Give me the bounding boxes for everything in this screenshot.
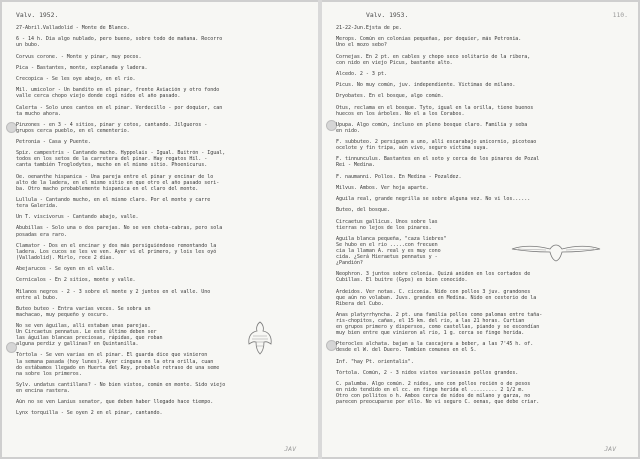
note-entry [336, 312, 630, 336]
note-line: Spiz. campestris - Cantando mucho. Hyppolais - Igual. Buitrón - Igual, [16, 150, 226, 157]
note-line: Buteo, del bosque. [336, 207, 390, 214]
note-entry [336, 341, 630, 353]
note-entry [16, 399, 310, 405]
note-line: ris-chopitos, cañas, el 15 km. del rio, a las 21 horas. Curtian [336, 317, 525, 324]
note-entry [336, 370, 630, 376]
note-entry [336, 105, 630, 117]
note-line: Alcedo. 2 - 3 pt. [336, 70, 387, 77]
note-line: Dryobates. En el bosque, algo común. [336, 93, 444, 100]
note-line: muy bien entre que vinieron al rio, 1 g. cerca se finge herida. [336, 330, 525, 337]
note-line: Uno el mozo sebo? [336, 42, 387, 49]
note-line: Aguila blanca pequeña, "caza liebres" [336, 235, 447, 242]
page-number: 110. [612, 11, 628, 19]
note-line: Cubillas. El buitre (Gyps) es bien conocido. [336, 277, 468, 284]
note-line: Clamator - Dos en el encinar y dos más persiguiéndose remontando la [16, 242, 217, 249]
note-entry [16, 243, 310, 261]
note-line: Abubillas - Solo una o dos parejas. No se ven chota-cabras, pero sola [16, 225, 223, 232]
signature: JAV [604, 445, 616, 453]
note-line: Lynx torquilla - Se oyen 2 en el pinar, cantando. [16, 410, 163, 417]
note-entry [16, 25, 310, 31]
note-entry [336, 93, 630, 99]
note-line: Calerta - Solo unos cantos en el pinar. Verdecillo - por doquier, can [16, 104, 223, 111]
note-line: Petronia - Casa y Puente. [16, 139, 91, 146]
note-line: Upupa. Algo común, incluso en pleno bosque claro. Familia y seba [336, 121, 528, 128]
note-line: en encina rastera. [16, 387, 70, 394]
note-line: entre al bubo. [16, 294, 58, 301]
note-line: machacao, muy pequeño y oscuro. [16, 311, 109, 318]
note-line: Pterocles alchata. bajan a la cascajera a beber, a las 7'45 h. of. [336, 341, 534, 348]
note-line: ocelote y fin tripa, aún vivo, seguro víctima suya. [336, 145, 489, 152]
note-line: 21-22-Jun.Ejsta de pe. [336, 25, 402, 31]
note-line: F. naumanni. Pollos. En Medina - Pozaldez. [336, 173, 462, 180]
note-entry [16, 76, 310, 82]
note-line: valle cerca chopo viejo donde cogí nidos el año pasado. [16, 93, 181, 100]
note-entry [16, 122, 310, 134]
note-line: 6 - 14 h. Dia algo nublado, pero bueno, sobre todo de mañana. Recorro [16, 36, 223, 43]
note-entry [16, 277, 310, 283]
note-line: Tórtola - Se ven varias en el pinar. El guarda dice que vinieron [16, 352, 208, 359]
note-line: ladera. Los cucos se les ve ven. Ayer vi el primero, y lois les oyó [16, 248, 217, 255]
note-line: Abejarucos - Se oyen en el valle. [16, 266, 115, 273]
note-line: Pica - Bastantes, monte, explanada y ladera. [16, 64, 148, 71]
note-entry [16, 174, 310, 192]
note-line: Otus, reclama en el bosque. Tyto, igual en la orilla, tiene buenos [336, 104, 534, 111]
note-entry [16, 352, 310, 376]
note-entry [16, 150, 310, 168]
note-line: Oe. oenanthe hispanica - Una pareja entre el pinar y encinar de lo [16, 173, 214, 180]
note-line: Neophron. 3 juntos sobre colonia. Quizá aniden en los cortados de [336, 271, 531, 278]
note-line: Otro con pollitos o h. Ambos cerca de nidos de milano y garza, no [336, 393, 531, 400]
note-line: parecen preocuparse por ello. No vi seguro C. oenas, que debe criar. [336, 399, 540, 406]
notes-body [336, 25, 630, 410]
note-entry [16, 87, 310, 99]
note-line: Un T. viscivorus - Cantando abajo, valle. [16, 214, 139, 221]
note-line: Cernícalos - En 2 sitios, monte y valle. [16, 277, 136, 284]
note-line: Aún no se ven Lanius senator, que deben haber llegado hace tiempo. [16, 399, 214, 406]
note-entry [16, 54, 310, 60]
note-entry [16, 306, 310, 318]
note-entry [16, 289, 310, 301]
note-entry [16, 36, 310, 48]
note-line: cia la llaman A. real y es muy cono [336, 247, 441, 254]
note-entry [336, 381, 630, 405]
note-entry [16, 225, 310, 237]
flying-raptor-sketch-icon [510, 240, 602, 262]
note-line: huecos en los árboles. No el a los Corabos. [336, 110, 465, 117]
note-entry [336, 122, 630, 134]
note-entry [336, 185, 630, 191]
note-line: grupos cerca pueblo, en el cementerio. [16, 127, 130, 134]
note-line: Milvus. Ambos. Ver hoja aparte. [336, 184, 429, 191]
note-line: Buteo buteo - Entra varias veces. Se sobra un [16, 305, 151, 312]
note-line: Lullula - Cantando mucho, en el mismo claro. Por el monte y carre [16, 196, 211, 203]
note-line: la semana pasada (hoy lunes). Ayer cinguna en la otra orilla, cuan [16, 358, 214, 365]
note-entry [16, 197, 310, 209]
note-entry [336, 156, 630, 168]
signature: JAV [284, 445, 296, 453]
note-line: Rei - Medina. [336, 162, 375, 169]
note-entry [16, 65, 310, 71]
note-line: Ribera del Cubo. [336, 300, 384, 307]
note-line: alto de la ladera, en el mismo sitio en que otro el año pasado seri- [16, 179, 220, 186]
note-line: na sobre los primeros. [16, 370, 82, 377]
note-line: Picus. No muy común, juv. independiente. Victimas de milano. [336, 82, 516, 89]
note-line: Circaetus gallicus. Unos sobre las [336, 218, 438, 225]
note-entry [16, 139, 310, 145]
note-entry [336, 36, 630, 48]
note-line: C. palumba. Algo común. 2 nidos, uno con pollos recién o de pesos [336, 381, 531, 387]
notes-body [16, 25, 310, 422]
note-line: cida. ¿Será Hieraetus pennatus y - [336, 253, 438, 260]
note-line: 27-Abril.Valladolid - Monte de Blanco. [16, 25, 130, 31]
note-line: en nido. [336, 127, 360, 134]
note-line: Corvus corone. - Monte y pinar, muy pocos. [16, 53, 142, 60]
note-line: con nido en viejo Picus, bastante alto. [336, 59, 453, 66]
note-line: desde el W. del Duero. Tambien comunes en el S. [336, 347, 477, 354]
note-entry [336, 271, 630, 283]
left-notebook-page [2, 2, 318, 457]
page-header: Valv. 1953. [366, 11, 409, 19]
note-entry [16, 105, 310, 117]
note-entry [336, 289, 630, 307]
note-line: Milanos negros - 2 - 3 sobre el monte y 2 juntos en el valle. Uno [16, 288, 211, 295]
note-line: ¿Pandión? [336, 260, 363, 267]
note-line: F. tinnunculus. Bastantes en el soto y cerca de los pinares de Pozal [336, 156, 540, 163]
note-line: Ardeidos. Ver notas. C. ciconia. Nido con pollos 3 juv. grandones [336, 288, 531, 295]
note-entry [16, 266, 310, 272]
note-line: tera Galerida. [16, 203, 58, 209]
note-line: Tórtola. Común, 2 - 3 nidos vistos variosasin pollos grandes. [336, 369, 519, 376]
note-line: do estábamos llegado en Huerta del Rey, probable retraso de una seme [16, 364, 220, 371]
note-entry [336, 174, 630, 180]
note-line: Mil. umicolor - Un bandito en el pinar, frente Aviación y otro fondo [16, 87, 220, 94]
note-entry [336, 139, 630, 151]
note-entry [16, 410, 310, 416]
note-line: Inf. "hay Pt. orientalis". [336, 358, 414, 365]
page-header: Valv. 1952. [16, 11, 59, 19]
note-line: alguna perdiz y gallinas? en Quintanilla. [16, 341, 139, 348]
note-line: Merops. Común en colonias pequeñas, por doquier, más Petronia. [336, 36, 522, 43]
note-line: No se ven águilas, allí estaban unas parejas. [16, 323, 151, 330]
note-entry [336, 219, 630, 231]
note-entry [336, 207, 630, 213]
note-line: ta mucho ahora. [16, 110, 61, 117]
note-line: Pinzones - en 3 - 4 sitios, pinar y cotos, cantando. Jilgueros - [16, 121, 208, 128]
note-line: Crecopica - Se les oye abajo, en el rio. [16, 75, 136, 82]
eagle-sketch-icon [245, 320, 275, 356]
note-line: Un Circaetus pennatus. Le este último deben ser [16, 329, 157, 336]
note-entry [336, 359, 630, 365]
note-line: Anas platyrrhyncha. 2 pt. una familia pollos como palomas entre taña- [336, 311, 543, 318]
note-line: Aguila real, grande negrilla se sobre alguna vez. No vi los...... [336, 196, 531, 203]
note-line: canta también Troglodytes, mucho en el mismo sitio. Phoenicurus. [16, 162, 208, 169]
note-entry [336, 54, 630, 66]
note-line: las águilas blancas preciosas, rápidas, que roban [16, 335, 163, 342]
note-line: Cornejas. En 2 pt. en cables y chopo seco solitario de la ribera, [336, 53, 531, 60]
note-line: posadas era raro. [16, 231, 67, 238]
note-line: en grupos primero y dispersos, como castellas, piando y se escondían [336, 323, 540, 330]
note-entry [336, 196, 630, 202]
note-entry [16, 214, 310, 220]
note-entry [336, 71, 630, 77]
note-line: F. subbuteo. 2 persiguen a uno, allí escarabajo unicornio, picoteao [336, 139, 537, 146]
note-entry [336, 82, 630, 88]
note-line: en nido tendido en el cc. en finge herida el ......... 2 1/2 m. [336, 387, 525, 394]
note-entry [16, 382, 310, 394]
note-entry [336, 25, 630, 31]
note-line: un bubo. [16, 42, 40, 49]
note-line: (Valladolid). Mirlo, roce 2 días. [16, 254, 115, 261]
note-line: tierras no lejos de los pinares. [336, 224, 432, 231]
note-line: Se hubo en el rio .....con frecuen [336, 241, 438, 248]
note-line: todos en los setos de la carretera del pinar. Hay regatos Hil. - [16, 156, 208, 163]
right-notebook-page [322, 2, 638, 457]
note-line: ba. Otro macho probablemente hispanica en el claro del monte. [16, 185, 199, 192]
note-line: que aún no volaban. Juvs. grandes en Medina. Nido en cesterio de la [336, 294, 537, 301]
note-line: Sylv. undatus cantillans? - No bien vistos, común en monte. Sido viejo [16, 381, 226, 388]
